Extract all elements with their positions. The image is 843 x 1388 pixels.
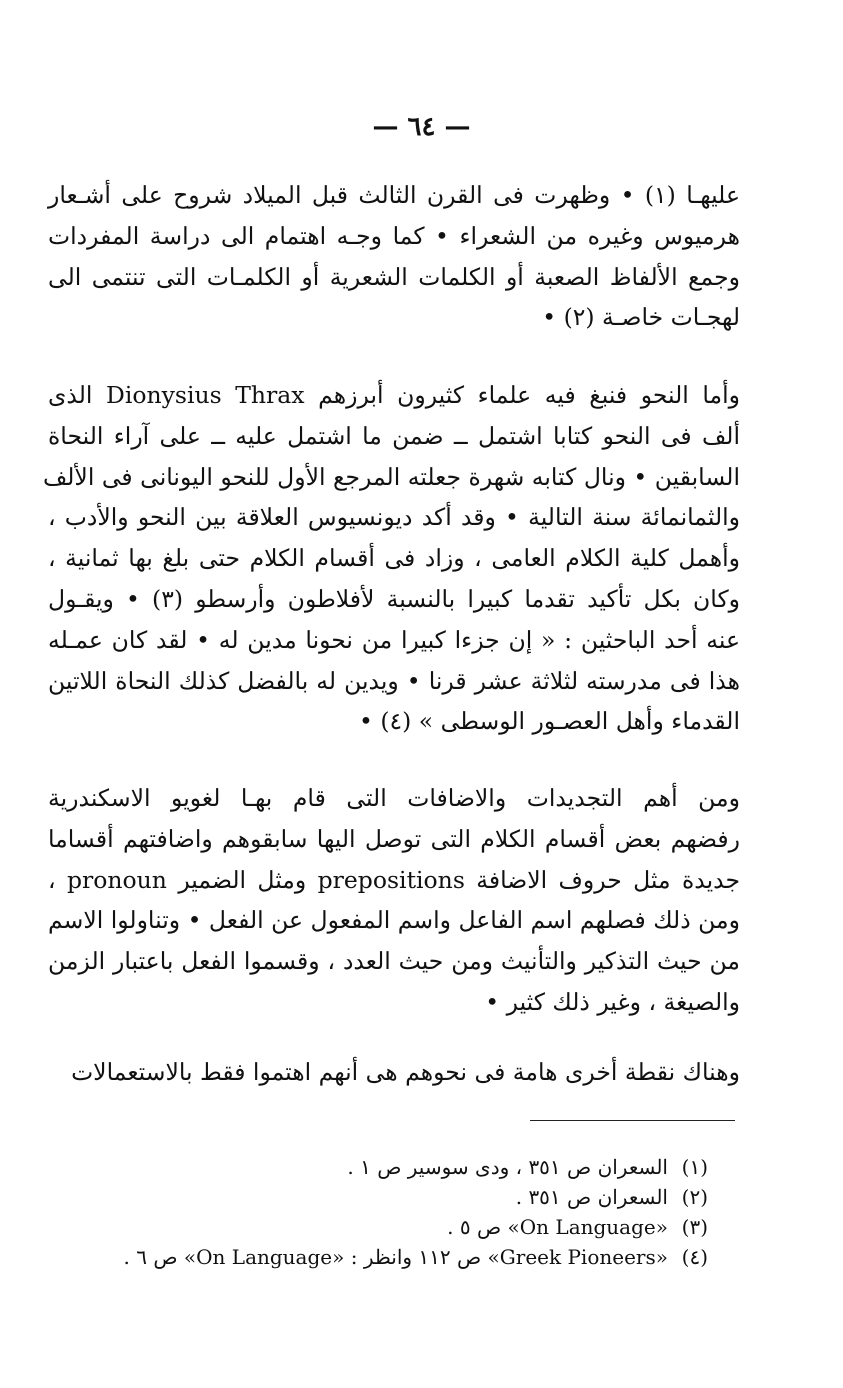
text-line: جديدة مثل حروف الاضافة prepositions ومثل الضمير pronoun ، <box>48 865 740 894</box>
text-line: القدماء وأهل العصـور الوسطى » (٤) • <box>359 707 740 736</box>
footnote-text: السعران ص ٣٥١ ، ودى سوسير ص ١ . <box>347 1155 668 1179</box>
paragraph-4 <box>48 1052 740 1093</box>
footnote-1 <box>20 1152 708 1182</box>
text-line: ألف فى النحو كتابا اشتمل ــ ضمن ما اشتمل عليه ــ على آراء النحاة <box>48 421 740 450</box>
footnote-3 <box>20 1212 708 1242</box>
paragraph-2 <box>42 375 741 742</box>
footnote-number: (١) <box>681 1155 708 1179</box>
footnote-number: (٢) <box>681 1185 708 1209</box>
footnote-number: (٣) <box>681 1215 708 1239</box>
text-line: والثمانمائة سنة التالية • وقد أكد ديونسيوس العلاقة بين النحو والأدب ، <box>48 503 740 532</box>
text-line: رفضهم بعض أقسام الكلام التى توصل اليها سابقوهم واضافتهم أقساما <box>48 824 740 853</box>
page-number: — ٦٤ — <box>372 112 471 142</box>
text-line: وأما النحو فنبغ فيه علماء كثيرون أبرزهم Dionysius Thrax الذى <box>48 381 741 409</box>
text-line: وهناك نقطة أخرى هامة فى نحوهم هى أنهم اهتموا فقط بالاستعمالات <box>71 1058 740 1086</box>
text-line: لهجـات خاصـة (٢) • <box>542 303 740 332</box>
footnote-2 <box>20 1182 708 1212</box>
paragraph-3 <box>48 778 740 1023</box>
footnote-4 <box>20 1242 708 1272</box>
text-line: عليهـا (١) • وظهرت فى القرن الثالث قبل الميلاد شروح على أشـعار <box>48 181 740 209</box>
footnote-divider <box>530 1120 735 1121</box>
text-line: من حيث التذكير والتأنيث ومن حيث العدد ، وقسموا الفعل باعتبار الزمن <box>48 947 740 976</box>
text-line: وكان بكل تأكيد تقدما كبيرا بالنسبة لأفلاطون وأرسطو (٣) • ويقـول <box>48 584 740 613</box>
footnote-text: «On Language» ص ٥ . <box>447 1215 668 1239</box>
text-line: وأهمل كلية الكلام العامى ، وزاد فى أقسام الكلام حتى بلغ بها ثمانية ، <box>48 544 740 573</box>
text-line: وجمع الألفاظ الصعبة أو الكلمات الشعرية أو الكلمـات التى تنتمى الى <box>48 262 740 291</box>
text-line: السابقين • ونال كتابه شهرة جعلته المرجع الأول للنحو اليونانى فى الألف <box>42 462 740 491</box>
text-line: عنه أحد الباحثين : « إن جزءا كبيرا من نحونا مدين له • لقد كان عمـله <box>48 625 740 654</box>
text-line: هرميوس وغيره من الشعراء • كما وجـه اهتمام الى دراسة المفردات <box>48 221 740 250</box>
paragraph-1 <box>48 175 740 338</box>
footnote-number: (٤) <box>681 1245 708 1269</box>
text-line: والصيغة ، وغير ذلك كثير • <box>485 987 740 1016</box>
text-line: هذا فى مدرسته لثلاثة عشر قرنا • ويدين له بالفضل كذلك النحاة اللاتين <box>48 666 740 695</box>
footnotes <box>20 1152 708 1272</box>
text-line: ومن أهم التجديدات والاضافات التى قام بهـا لغويو الاسكندرية <box>48 784 740 812</box>
footnote-text: السعران ص ٣٥١ . <box>515 1185 668 1209</box>
footnote-text: «Greek Pioneers» ص ١١٢ وانظر : «On Language» ص ٦ . <box>123 1245 668 1269</box>
text-line: ومن ذلك فصلهم اسم الفاعل واسم المفعول عن الفعل • وتناولوا الاسم <box>48 906 740 935</box>
